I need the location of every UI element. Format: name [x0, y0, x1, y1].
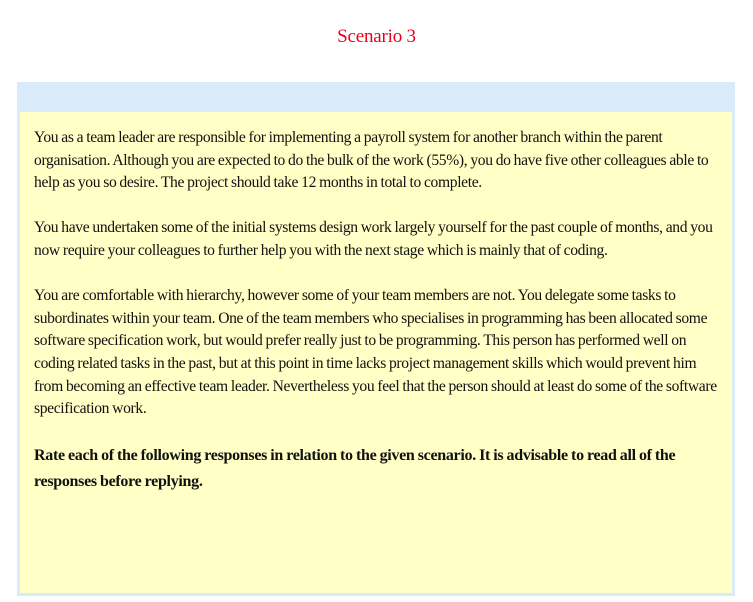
scenario-title: Scenario 3 — [337, 26, 416, 47]
scenario-content — [20, 112, 732, 593]
scenario-paragraph-3: You are comfortable with hierarchy, however some of your team members are not. You delegate some tasks to subordinates within your team. One of the team members who specialises in programming has been allocated some software specification work, but would prefer really just to be programming. This person has performed well on coding related tasks in the past, but at this point in time lacks project management skills which would prevent him from becoming an effective team leader. Nevertheless you feel that the person should at least do some of the software specification work. — [34, 287, 717, 418]
scenario-panel — [17, 82, 735, 596]
scenario-paragraph-1: You as a team leader are responsible for implementing a payroll system for another branch within the parent organisation. Although you are expected to do the bulk of the work (55%), you do have five other colleagues able to help as you so desire. The project should take 12 months in total to complete. — [34, 129, 709, 192]
scenario-paragraph-2: You have undertaken some of the initial systems design work largely yourself for the past couple of months, and you now require your colleagues to further help you with the next stage which is mainly that of coding. — [34, 219, 713, 259]
rating-instruction: Rate each of the following responses in relation to the given scenario. It is advisable to read all of the responses before replying. — [34, 447, 676, 491]
